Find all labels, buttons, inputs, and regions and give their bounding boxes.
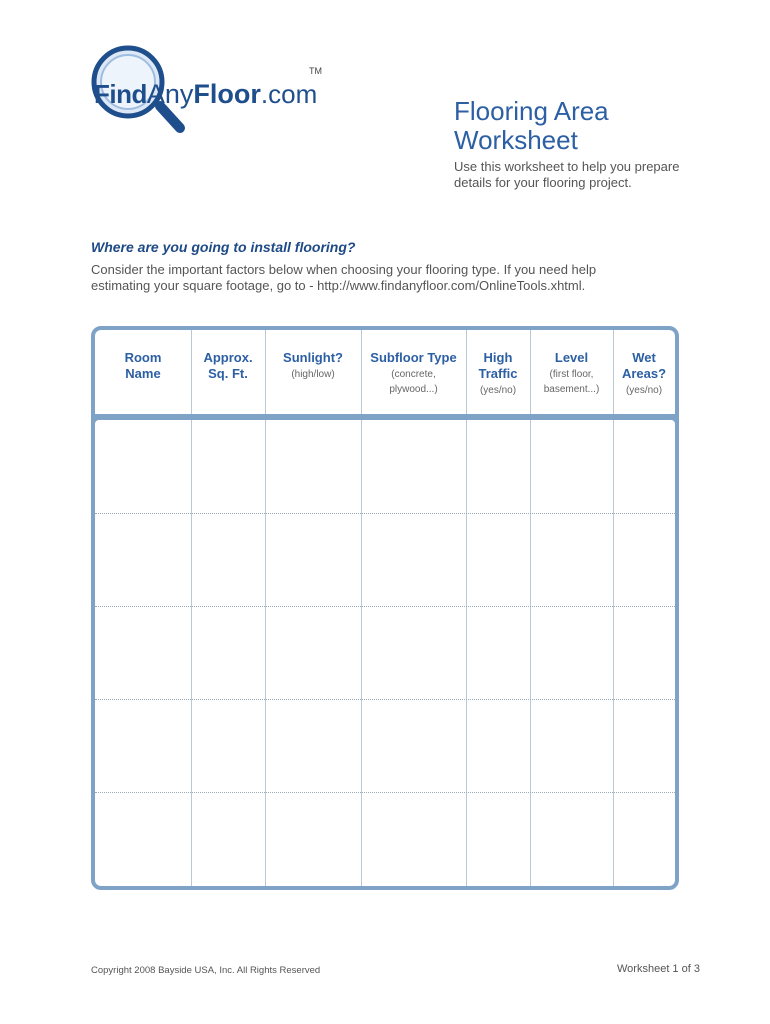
page-number: Worksheet 1 of 3 xyxy=(617,963,700,975)
section-question: Where are you going to install flooring? xyxy=(91,239,356,255)
column-hint: (concrete, xyxy=(391,369,436,380)
column-divider xyxy=(613,420,614,886)
intro-line-1: Consider the important factors below when choosing your flooring type. If you need help xyxy=(91,262,597,277)
intro-line-2: estimating your square footage, go to - http://www.findanyfloor.com/OnlineTools.xhtml. xyxy=(91,278,586,293)
column-title: Areas? xyxy=(621,366,667,381)
column-title: Level xyxy=(554,350,589,365)
column-title: Sunlight? xyxy=(283,350,343,365)
logo-any: Any xyxy=(146,79,194,109)
section-intro xyxy=(91,262,671,294)
column-hint: plywood...) xyxy=(389,384,438,395)
column-header-subfloor-type xyxy=(361,350,466,397)
column-header-wet-areas xyxy=(613,350,675,398)
row-divider xyxy=(95,513,675,514)
column-title: Traffic xyxy=(478,366,518,381)
column-title: Wet xyxy=(632,350,656,365)
title-line-1: Flooring Area xyxy=(454,96,609,126)
column-title: Subfloor Type xyxy=(370,350,457,365)
subtitle-line-1: Use this worksheet to help you prepare xyxy=(454,159,680,174)
column-divider xyxy=(191,420,192,886)
column-title: Sq. Ft. xyxy=(208,366,248,381)
column-header-high-traffic xyxy=(466,350,530,398)
column-header-sq-ft xyxy=(191,350,265,382)
column-header-level xyxy=(530,350,613,397)
findanyfloor-logo xyxy=(90,44,350,136)
column-title: Approx. xyxy=(203,350,253,365)
row-divider xyxy=(95,792,675,793)
column-header-sunlight xyxy=(265,350,361,382)
page-subtitle xyxy=(454,159,734,191)
table-body xyxy=(95,420,675,886)
logo-trademark: TM xyxy=(309,66,322,76)
logo-com: .com xyxy=(260,79,318,109)
title-line-2: Worksheet xyxy=(454,125,578,155)
column-title: Name xyxy=(125,366,161,381)
table-header xyxy=(95,330,675,414)
logo-find: Find xyxy=(94,79,147,109)
column-hint: (yes/no) xyxy=(479,385,517,396)
column-divider xyxy=(530,420,531,886)
copyright-text: Copyright 2008 Bayside USA, Inc. All Rights Reserved xyxy=(91,965,321,976)
page-title xyxy=(454,97,754,155)
subtitle-line-2: details for your flooring project. xyxy=(454,175,632,190)
column-hint: (yes/no) xyxy=(625,385,663,396)
row-divider xyxy=(95,606,675,607)
column-header-room-name xyxy=(95,350,191,382)
row-divider xyxy=(95,699,675,700)
logo-wordmark xyxy=(90,52,317,112)
logo-floor: Floor xyxy=(193,79,261,109)
column-hint: basement...) xyxy=(543,384,600,395)
column-title: High xyxy=(483,350,513,365)
column-hint: (high/low) xyxy=(291,369,335,380)
column-divider xyxy=(265,420,266,886)
worksheet-table xyxy=(91,326,679,890)
column-divider xyxy=(466,420,467,886)
column-divider xyxy=(361,420,362,886)
column-title: Room xyxy=(124,350,162,365)
column-hint: (first floor, xyxy=(549,369,594,380)
